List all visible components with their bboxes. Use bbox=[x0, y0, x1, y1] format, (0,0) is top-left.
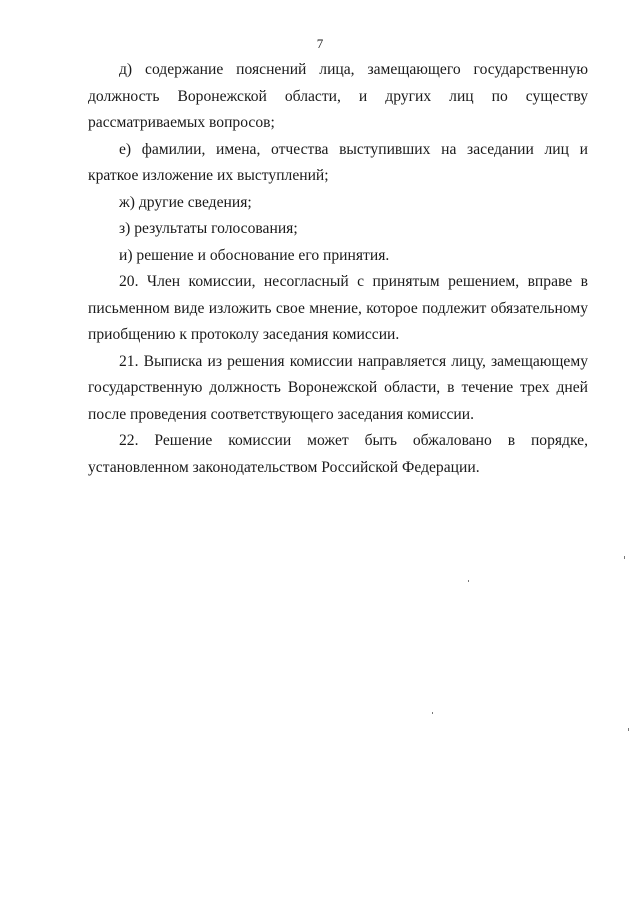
scan-speck bbox=[624, 556, 625, 559]
paragraph-22-appeal: 22. Решение комиссии может быть обжаловано в порядке, установленном законодательством Российской Федерации. bbox=[88, 432, 588, 476]
paragraph-zh-other-info: ж) другие сведения; bbox=[119, 193, 252, 211]
scan-speck bbox=[628, 728, 629, 731]
paragraph-21-extract: 21. Выписка из решения комиссии направляется лицу, замещающему государственную должность Воронежской области, в течение трех дней после проведения соответствующего заседания комиссии. bbox=[88, 352, 588, 423]
scan-speck bbox=[432, 712, 433, 714]
paragraph-z-voting-results: з) результаты голосования; bbox=[119, 220, 298, 237]
paragraph-20-dissent: 20. Член комиссии, несогласный с принятым решением, вправе в письменном виде изложить свое мнение, которое подлежит обязательному приобщению к протоколу заседания комиссии. bbox=[88, 273, 588, 343]
paragraph-e-speakers: е) фамилии, имена, отчества выступивших на заседании лиц и краткое изложение их выступлений; bbox=[88, 140, 588, 184]
document-body bbox=[88, 57, 588, 481]
paragraph-d-explanations: д) содержание пояснений лица, замещающего государственную должность Воронежской области, и других лиц по существу рассматриваемых вопросов; bbox=[88, 61, 588, 131]
page-number: 7 bbox=[316, 36, 324, 51]
paragraph-i-decision: и) решение и обоснование его принятия. bbox=[119, 246, 390, 264]
scan-speck bbox=[468, 580, 469, 582]
